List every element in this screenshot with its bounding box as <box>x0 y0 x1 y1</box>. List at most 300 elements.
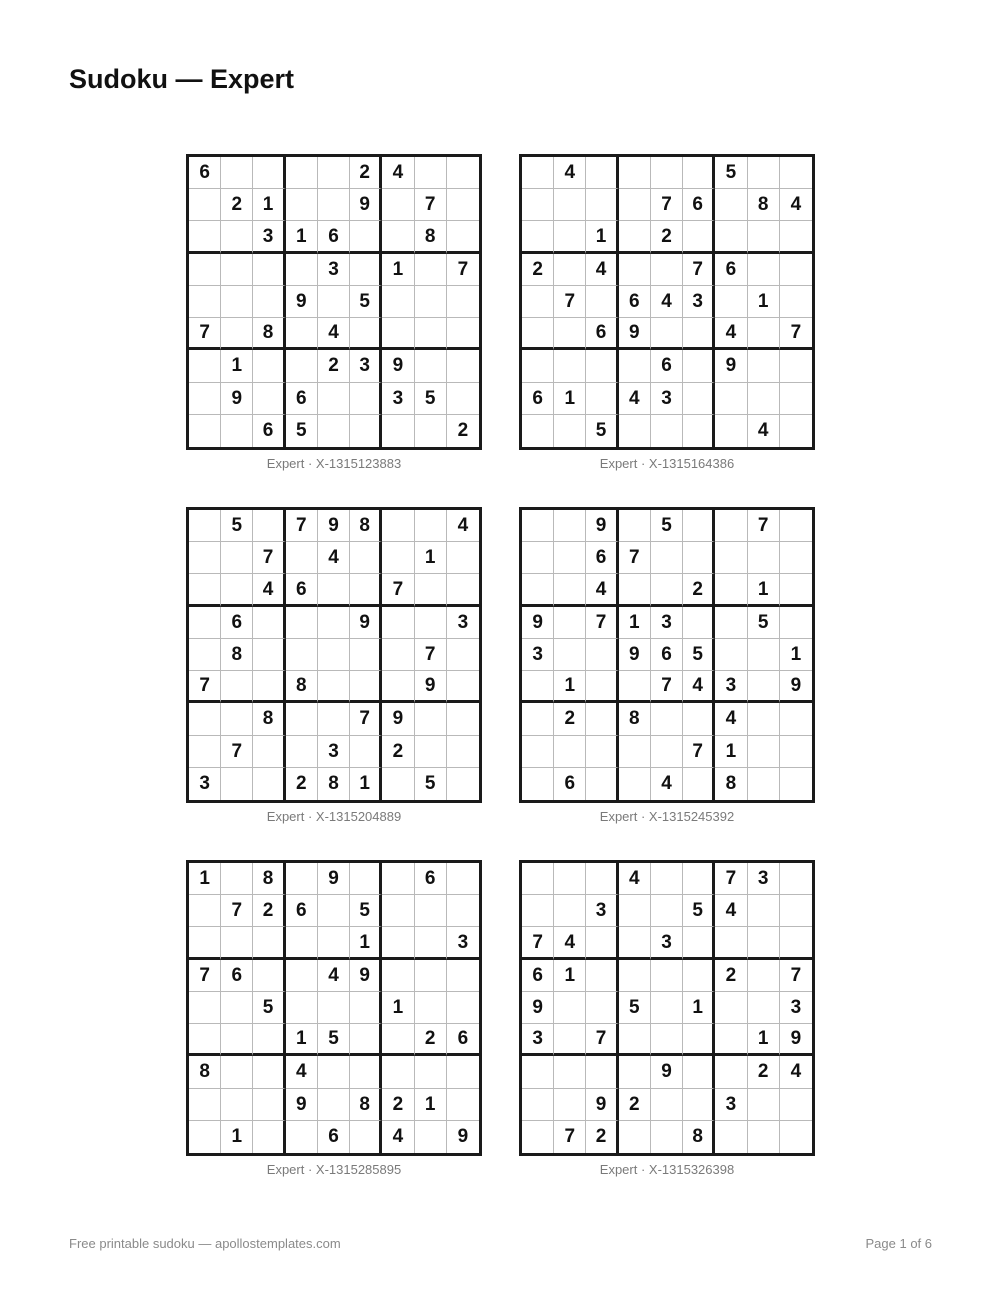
sudoku-cell: 7 <box>350 703 382 735</box>
sudoku-cell <box>748 992 780 1024</box>
sudoku-cell: 7 <box>415 639 447 671</box>
sudoku-cell <box>683 542 715 574</box>
sudoku-cell <box>350 1024 382 1056</box>
sudoku-cell <box>554 254 586 286</box>
sudoku-cell <box>382 927 414 959</box>
sudoku-cell <box>447 542 479 574</box>
sudoku-cell: 7 <box>748 510 780 542</box>
sudoku-cell: 3 <box>651 383 683 415</box>
sudoku-cell: 9 <box>780 1024 812 1056</box>
sudoku-cell: 6 <box>318 1121 350 1153</box>
sudoku-cell <box>253 157 285 189</box>
sudoku-cell <box>286 157 318 189</box>
sudoku-cell <box>382 415 414 447</box>
puzzle-caption: Expert · X-1315164386 <box>599 456 735 471</box>
sudoku-cell: 5 <box>318 1024 350 1056</box>
sudoku-cell: 5 <box>415 383 447 415</box>
sudoku-cell: 2 <box>554 703 586 735</box>
sudoku-cell <box>683 607 715 639</box>
sudoku-cell <box>189 639 221 671</box>
sudoku-cell <box>189 992 221 1024</box>
sudoku-cell: 8 <box>350 1089 382 1121</box>
sudoku-cell: 9 <box>382 703 414 735</box>
sudoku-cell <box>586 189 618 221</box>
sudoku-cell <box>253 286 285 318</box>
sudoku-cell <box>318 1056 350 1088</box>
sudoku-cell <box>415 927 447 959</box>
sudoku-cell <box>350 254 382 286</box>
sudoku-cell <box>318 1089 350 1121</box>
sudoku-cell: 4 <box>554 927 586 959</box>
sudoku-cell <box>382 221 414 253</box>
sudoku-cell: 4 <box>586 254 618 286</box>
page-number: Page 1 of 6 <box>865 1236 932 1251</box>
sudoku-cell <box>715 1024 747 1056</box>
sudoku-cell <box>350 318 382 350</box>
sudoku-cell: 6 <box>221 607 253 639</box>
sudoku-cell <box>780 574 812 606</box>
sudoku-cell: 3 <box>189 768 221 800</box>
sudoku-cell <box>447 189 479 221</box>
sudoku-cell: 3 <box>382 383 414 415</box>
sudoku-cell: 4 <box>748 415 780 447</box>
sudoku-cell <box>586 927 618 959</box>
sudoku-cell: 1 <box>780 639 812 671</box>
sudoku-cell <box>253 607 285 639</box>
sudoku-cell <box>221 221 253 253</box>
sudoku-cell <box>286 318 318 350</box>
sudoku-cell: 1 <box>554 383 586 415</box>
sudoku-cell <box>780 510 812 542</box>
sudoku-cell: 3 <box>447 927 479 959</box>
sudoku-cell: 1 <box>619 607 651 639</box>
sudoku-cell <box>415 703 447 735</box>
sudoku-cell: 9 <box>286 286 318 318</box>
sudoku-cell <box>522 1121 554 1153</box>
sudoku-cell <box>619 768 651 800</box>
sudoku-cell: 6 <box>286 895 318 927</box>
sudoku-cell <box>350 383 382 415</box>
sudoku-cell <box>286 703 318 735</box>
sudoku-cell <box>382 607 414 639</box>
sudoku-cell <box>189 1089 221 1121</box>
sudoku-cell <box>683 383 715 415</box>
sudoku-cell: 9 <box>457 1126 469 1148</box>
sudoku-cell <box>715 383 747 415</box>
sudoku-cell <box>447 768 479 800</box>
page-title: Sudoku — Expert <box>69 64 295 94</box>
sudoku-cell: 1 <box>221 350 253 382</box>
sudoku-cell <box>253 671 285 703</box>
sudoku-cell: 3 <box>586 895 618 927</box>
sudoku-cell: 1 <box>350 927 382 959</box>
sudoku-cell: 1 <box>715 736 747 768</box>
sudoku-cell <box>522 768 554 800</box>
sudoku-cell: 7 <box>447 254 479 286</box>
sudoku-cell <box>748 895 780 927</box>
sudoku-cell: 2 <box>382 1089 414 1121</box>
sudoku-cell <box>554 221 586 253</box>
sudoku-cell <box>415 1121 447 1153</box>
sudoku-cell: 2 <box>619 1089 651 1121</box>
sudoku-cell <box>447 157 479 189</box>
sudoku-cell <box>350 671 382 703</box>
sudoku-cell <box>522 1089 554 1121</box>
sudoku-cell: 8 <box>415 221 447 253</box>
puzzle-caption: Expert · X-1315285895 <box>266 1162 402 1177</box>
sudoku-cell: 7 <box>382 574 414 606</box>
sudoku-cell: 3 <box>651 927 683 959</box>
sudoku-cell <box>382 542 414 574</box>
sudoku-cell <box>415 510 447 542</box>
sudoku-cell: 6 <box>318 221 350 253</box>
sudoku-cell <box>382 510 414 542</box>
sudoku-cell: 6 <box>221 960 253 992</box>
sudoku-cell: 8 <box>318 768 350 800</box>
sudoku-cell <box>286 189 318 221</box>
sudoku-cell <box>415 607 447 639</box>
sudoku-cell: 9 <box>350 960 382 992</box>
sudoku-cell <box>447 574 479 606</box>
sudoku-cell: 2 <box>748 1056 780 1088</box>
sudoku-cell <box>715 542 747 574</box>
puzzle-caption: Expert · X-1315123883 <box>266 456 402 471</box>
sudoku-cell: 6 <box>619 286 651 318</box>
sudoku-cell <box>382 286 414 318</box>
sudoku-cell <box>651 895 683 927</box>
sudoku-cell: 6 <box>651 639 683 671</box>
sudoku-cell <box>522 189 554 221</box>
sudoku-cell <box>415 350 447 382</box>
sudoku-cell: 9 <box>651 1056 683 1088</box>
sudoku-cell <box>586 383 618 415</box>
sudoku-cell: 3 <box>318 736 350 768</box>
sudoku-cell: 3 <box>715 1089 747 1121</box>
sudoku-cell <box>586 639 618 671</box>
sudoku-cell: 1 <box>221 1121 253 1153</box>
sudoku-cell <box>619 415 651 447</box>
sudoku-cell: 3 <box>522 639 554 671</box>
sudoku-cell: 2 <box>415 1024 447 1056</box>
sudoku-cell <box>318 157 350 189</box>
sudoku-cell: 9 <box>415 671 447 703</box>
sudoku-cell <box>619 350 651 382</box>
sudoku-cell: 5 <box>415 768 447 800</box>
sudoku-cell: 8 <box>286 671 318 703</box>
sudoku-cell <box>619 1056 651 1088</box>
sudoku-cell <box>221 318 253 350</box>
sudoku-cell <box>415 574 447 606</box>
sudoku-cell: 3 <box>253 221 285 253</box>
sudoku-cell <box>780 927 812 959</box>
sudoku-cell: 7 <box>221 736 253 768</box>
sudoku-cell <box>286 736 318 768</box>
sudoku-cell: 9 <box>382 350 414 382</box>
sudoku-cell <box>286 960 318 992</box>
sudoku-cell <box>780 863 812 895</box>
sudoku-cell: 8 <box>253 703 285 735</box>
sudoku-cell: 7 <box>522 927 554 959</box>
sudoku-cell <box>189 383 221 415</box>
sudoku-cell <box>522 736 554 768</box>
sudoku-cell <box>554 574 586 606</box>
sudoku-cell: 7 <box>554 286 586 318</box>
sudoku-cell: 9 <box>221 383 253 415</box>
sudoku-cell <box>221 703 253 735</box>
sudoku-cell <box>780 254 812 286</box>
sudoku-cell <box>651 318 683 350</box>
sudoku-cell <box>780 221 812 253</box>
sudoku-cell: 2 <box>715 960 747 992</box>
sudoku-cell: 7 <box>189 671 221 703</box>
footer-source: Free printable sudoku — apollostemplates.com <box>69 1236 341 1251</box>
sudoku-cell <box>447 960 479 992</box>
sudoku-cell: 4 <box>651 768 683 800</box>
sudoku-cell <box>253 960 285 992</box>
sudoku-cell: 2 <box>318 350 350 382</box>
sudoku-cell <box>189 542 221 574</box>
sudoku-cell: 5 <box>253 992 285 1024</box>
sudoku-cell: 8 <box>748 189 780 221</box>
sudoku-cell <box>221 254 253 286</box>
sudoku-cell <box>554 992 586 1024</box>
sudoku-cell: 7 <box>780 318 812 350</box>
sudoku-cell: 5 <box>715 157 747 189</box>
sudoku-cell: 1 <box>286 221 318 253</box>
sudoku-cell: 7 <box>683 736 715 768</box>
sudoku-cell <box>554 1089 586 1121</box>
sudoku-cell <box>447 318 479 350</box>
sudoku-cell <box>619 736 651 768</box>
sudoku-cell <box>619 671 651 703</box>
sudoku-cell: 8 <box>683 1121 715 1153</box>
sudoku-cell <box>651 157 683 189</box>
sudoku-puzzle-2 <box>519 154 815 471</box>
sudoku-cell: 3 <box>715 671 747 703</box>
sudoku-cell <box>748 927 780 959</box>
sudoku-cell <box>350 415 382 447</box>
sudoku-cell: 3 <box>683 286 715 318</box>
sudoku-cell <box>189 607 221 639</box>
sudoku-cell <box>651 863 683 895</box>
sudoku-cell <box>318 703 350 735</box>
sudoku-cell <box>318 895 350 927</box>
sudoku-cell <box>586 863 618 895</box>
sudoku-cell <box>780 383 812 415</box>
sudoku-cell: 4 <box>619 863 651 895</box>
sudoku-cell: 3 <box>651 607 683 639</box>
sudoku-cell: 5 <box>748 607 780 639</box>
sudoku-cell <box>715 639 747 671</box>
sudoku-cell: 9 <box>780 671 812 703</box>
sudoku-cell <box>619 157 651 189</box>
sudoku-cell: 1 <box>286 1024 318 1056</box>
sudoku-cell <box>221 927 253 959</box>
sudoku-cell: 6 <box>651 350 683 382</box>
sudoku-cell: 6 <box>715 254 747 286</box>
sudoku-cell: 2 <box>683 574 715 606</box>
sudoku-cell: 6 <box>286 383 318 415</box>
sudoku-cell <box>253 1056 285 1088</box>
sudoku-cell: 9 <box>522 992 554 1024</box>
sudoku-cell <box>189 1121 221 1153</box>
sudoku-cell <box>780 1121 812 1153</box>
sudoku-cell <box>221 542 253 574</box>
sudoku-cell: 9 <box>522 607 554 639</box>
sudoku-cell <box>651 542 683 574</box>
sudoku-cell <box>651 960 683 992</box>
sudoku-cell: 3 <box>447 607 479 639</box>
sudoku-cell: 9 <box>350 607 382 639</box>
sudoku-cell: 4 <box>447 510 479 542</box>
sudoku-board <box>186 154 482 450</box>
sudoku-cell: 3 <box>522 1024 554 1056</box>
puzzle-caption: Expert · X-1315326398 <box>599 1162 735 1177</box>
sudoku-puzzle-1 <box>186 154 482 471</box>
sudoku-cell: 7 <box>619 542 651 574</box>
sudoku-cell <box>748 671 780 703</box>
sudoku-cell <box>780 415 812 447</box>
sudoku-cell: 6 <box>586 542 618 574</box>
sudoku-cell <box>286 927 318 959</box>
sudoku-cell <box>780 286 812 318</box>
sudoku-cell: 4 <box>286 1056 318 1088</box>
sudoku-cell <box>554 1024 586 1056</box>
sudoku-cell <box>619 189 651 221</box>
sudoku-cell <box>619 574 651 606</box>
sudoku-cell <box>189 415 221 447</box>
sudoku-cell <box>619 1121 651 1153</box>
sudoku-cell: 3 <box>318 254 350 286</box>
sudoku-cell <box>221 415 253 447</box>
sudoku-cell <box>221 863 253 895</box>
sudoku-cell <box>586 992 618 1024</box>
sudoku-cell <box>253 254 285 286</box>
sudoku-cell <box>715 927 747 959</box>
sudoku-cell <box>748 254 780 286</box>
sudoku-cell <box>683 703 715 735</box>
sudoku-cell <box>318 927 350 959</box>
sudoku-cell: 1 <box>382 992 414 1024</box>
sudoku-cell <box>522 863 554 895</box>
sudoku-puzzle-4 <box>519 507 815 824</box>
sudoku-cell <box>189 221 221 253</box>
sudoku-cell: 5 <box>619 992 651 1024</box>
sudoku-cell <box>447 703 479 735</box>
sudoku-cell: 7 <box>651 189 683 221</box>
sudoku-cell: 1 <box>748 286 780 318</box>
sudoku-cell: 7 <box>554 1121 586 1153</box>
sudoku-cell <box>189 895 221 927</box>
sudoku-cell <box>683 960 715 992</box>
sudoku-cell <box>715 1121 747 1153</box>
sudoku-cell: 7 <box>415 189 447 221</box>
sudoku-cell: 6 <box>683 189 715 221</box>
sudoku-cell: 4 <box>715 895 747 927</box>
sudoku-cell <box>683 1089 715 1121</box>
sudoku-puzzle-3 <box>186 507 482 824</box>
sudoku-cell <box>350 574 382 606</box>
sudoku-cell <box>221 671 253 703</box>
sudoku-cell <box>221 768 253 800</box>
sudoku-cell: 2 <box>221 189 253 221</box>
sudoku-cell: 9 <box>586 1089 618 1121</box>
sudoku-cell <box>780 895 812 927</box>
sudoku-cell <box>189 736 221 768</box>
sudoku-cell <box>382 863 414 895</box>
sudoku-cell: 1 <box>683 992 715 1024</box>
sudoku-cell <box>382 768 414 800</box>
sudoku-cell: 9 <box>619 318 651 350</box>
sudoku-cell <box>318 639 350 671</box>
sudoku-cell: 9 <box>586 510 618 542</box>
sudoku-cell <box>522 286 554 318</box>
sudoku-cell <box>447 671 479 703</box>
sudoku-cell: 4 <box>318 542 350 574</box>
sudoku-cell: 4 <box>318 318 350 350</box>
puzzle-caption: Expert · X-1315245392 <box>599 809 735 824</box>
sudoku-cell <box>522 1056 554 1088</box>
sudoku-cell: 4 <box>780 189 812 221</box>
sudoku-cell: 4 <box>715 703 747 735</box>
sudoku-board <box>186 507 482 803</box>
sudoku-cell <box>350 863 382 895</box>
sudoku-cell <box>651 254 683 286</box>
sudoku-cell <box>715 607 747 639</box>
sudoku-cell: 8 <box>715 768 747 800</box>
sudoku-cell <box>286 992 318 1024</box>
sudoku-cell <box>619 221 651 253</box>
sudoku-cell <box>780 607 812 639</box>
sudoku-cell: 5 <box>683 895 715 927</box>
sudoku-cell <box>748 383 780 415</box>
sudoku-cell: 6 <box>253 415 285 447</box>
sudoku-cell <box>748 736 780 768</box>
sudoku-cell: 6 <box>522 960 554 992</box>
sudoku-cell <box>715 574 747 606</box>
sudoku-cell: 9 <box>715 350 747 382</box>
sudoku-cell: 7 <box>286 510 318 542</box>
sudoku-cell <box>350 1056 382 1088</box>
sudoku-cell <box>286 254 318 286</box>
sudoku-cell <box>683 927 715 959</box>
sudoku-cell <box>253 639 285 671</box>
sudoku-cell <box>522 574 554 606</box>
sudoku-cell <box>619 895 651 927</box>
sudoku-cell <box>447 992 479 1024</box>
sudoku-cell <box>382 1024 414 1056</box>
sudoku-cell: 6 <box>522 383 554 415</box>
sudoku-cell <box>748 350 780 382</box>
sudoku-cell <box>350 992 382 1024</box>
sudoku-cell: 2 <box>651 221 683 253</box>
sudoku-cell <box>522 510 554 542</box>
sudoku-cell <box>780 542 812 574</box>
sudoku-board <box>186 860 482 1156</box>
sudoku-cell <box>554 415 586 447</box>
sudoku-cell <box>554 895 586 927</box>
sudoku-cell <box>221 157 253 189</box>
sudoku-cell <box>748 703 780 735</box>
sudoku-cell <box>619 1024 651 1056</box>
sudoku-cell <box>748 639 780 671</box>
sudoku-cell: 1 <box>554 960 586 992</box>
sudoku-cell <box>447 863 479 895</box>
sudoku-cell <box>189 510 221 542</box>
sudoku-cell: 2 <box>382 736 414 768</box>
sudoku-cell <box>253 383 285 415</box>
sudoku-cell: 7 <box>189 960 221 992</box>
